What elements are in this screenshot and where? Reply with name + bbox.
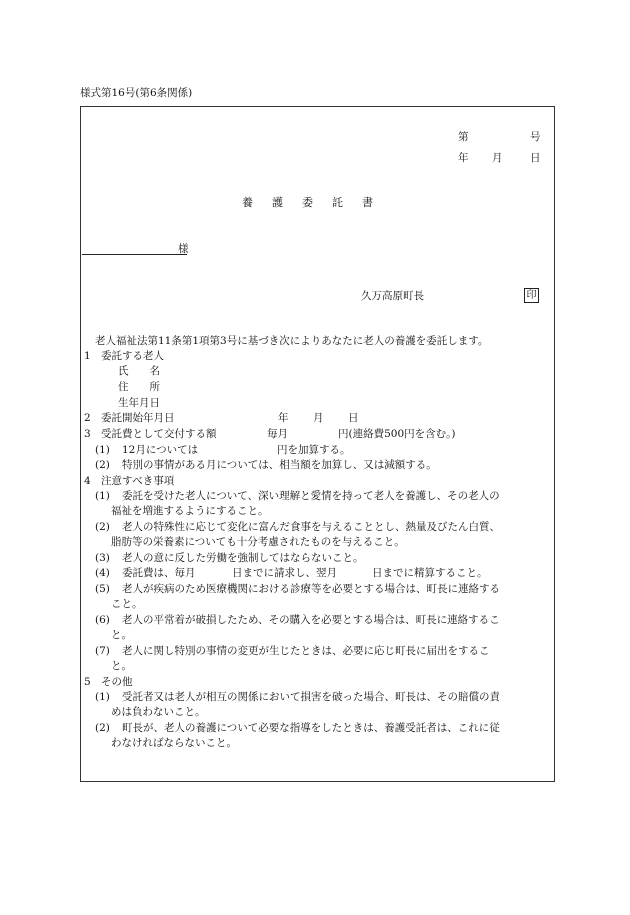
s3-item1-text-a: 12月については [122, 444, 199, 456]
date-month: 月 [492, 152, 503, 164]
s5-item2-line2: わなければならないこと。 [111, 737, 237, 749]
s3-item2-text: 特別の事情がある月については、相当額を加算し、又は減額する。 [122, 459, 437, 471]
issuer-name: 久万高原町長 [361, 290, 424, 302]
s2-title: 委託開始年月日 [101, 412, 175, 424]
s3-yen: 円(連絡費500円を含む。) [338, 428, 456, 440]
s3-item1-text-b: 円を加算する。 [277, 444, 351, 456]
s1-field-name: 氏 名 [118, 365, 160, 377]
s2-num: 2 [84, 412, 91, 424]
s4-num: 4 [84, 475, 91, 487]
s4-item4-line1b: 日までに請求し、翌月 [232, 567, 337, 579]
s5-item2-num: (2) [95, 722, 110, 734]
s4-item7-num: (7) [95, 645, 110, 657]
s1-field-birthdate: 生年月日 [118, 397, 160, 409]
s3-item2-num: (2) [95, 459, 110, 471]
doc-number-prefix: 第 [458, 131, 469, 143]
s4-item1-line2: 福祉を増進するようにすること。 [111, 505, 269, 517]
form-label: 様式第16号(第6条関係) [80, 87, 193, 99]
s4-item6-num: (6) [95, 614, 110, 626]
s4-item4-line1c: 日までに精算すること。 [372, 567, 488, 579]
s4-item2-line2: 脂肪等の栄養素についても十分考慮されたものを与えること。 [111, 536, 405, 548]
s4-item1-num: (1) [95, 490, 110, 502]
s4-title: 注意すべき事項 [101, 475, 175, 487]
s2-year: 年 [278, 412, 289, 424]
s5-item1-num: (1) [95, 691, 110, 703]
s1-field-address: 住 所 [118, 381, 160, 393]
addressee-line [82, 254, 187, 255]
s4-item5-line1: 老人が疾病のため医療機関における診療等を必要とする場合は、町長に連絡する [122, 583, 500, 595]
s4-item4-num: (4) [95, 567, 110, 579]
s4-item2-line1: 老人の特殊性に応じて変化に富んだ食事を与えることとし、熱量及びたん白質、 [122, 521, 500, 533]
s4-item6-line2: と。 [111, 629, 132, 641]
date-day: 日 [530, 152, 541, 164]
s5-num: 5 [84, 676, 91, 688]
s4-item2-num: (2) [95, 521, 110, 533]
s5-item1-line1: 受託者又は老人が相互の関係において損害を破った場合、町長は、その賠償の責 [122, 691, 500, 703]
s2-month: 月 [313, 412, 324, 424]
s4-item6-line1: 老人の平常着が破損したため、その購入を必要とする場合は、町長に連絡するこ [122, 614, 500, 626]
s4-item3-line1: 老人の意に反した労働を強制してはならないこと。 [122, 552, 364, 564]
doc-number-suffix: 号 [530, 131, 541, 143]
seal-box [524, 288, 539, 303]
document-title: 養護委託書 [242, 196, 392, 209]
s2-day: 日 [348, 412, 359, 424]
date-year: 年 [458, 152, 469, 164]
s3-monthly: 毎月 [267, 428, 288, 440]
seal-mark: 印 [524, 288, 539, 303]
s4-item4-line1a: 委託費は、毎月 [122, 567, 196, 579]
s3-title: 受託費として交付する額 [101, 428, 217, 440]
intro-text: 老人福祉法第11条第1項第3号に基づき次によりあなたに老人の養護を委託します。 [95, 335, 489, 347]
s3-item1-num: (1) [95, 444, 110, 456]
addressee-suffix: 様 [178, 243, 189, 255]
s4-item5-num: (5) [95, 583, 110, 595]
s4-item5-line2: こと。 [111, 598, 143, 610]
s5-title: その他 [101, 676, 133, 688]
s4-item7-line1: 老人に関し特別の事情の変更が生じたときは、必要に応じ町長に届出をするこ [122, 645, 490, 657]
s4-item3-num: (3) [95, 552, 110, 564]
s1-num: 1 [84, 350, 91, 362]
s5-item1-line2: めは負わないこと。 [111, 706, 206, 718]
s3-num: 3 [84, 428, 91, 440]
s4-item7-line2: と。 [111, 660, 132, 672]
s4-item1-line1: 委託を受けた老人について、深い理解と愛情を持って老人を養護し、その老人の [122, 490, 500, 502]
s5-item2-line1: 町長が、老人の養護について必要な指導をしたときは、養護受託者は、これに従 [122, 722, 500, 734]
s1-title: 委託する老人 [101, 350, 164, 362]
